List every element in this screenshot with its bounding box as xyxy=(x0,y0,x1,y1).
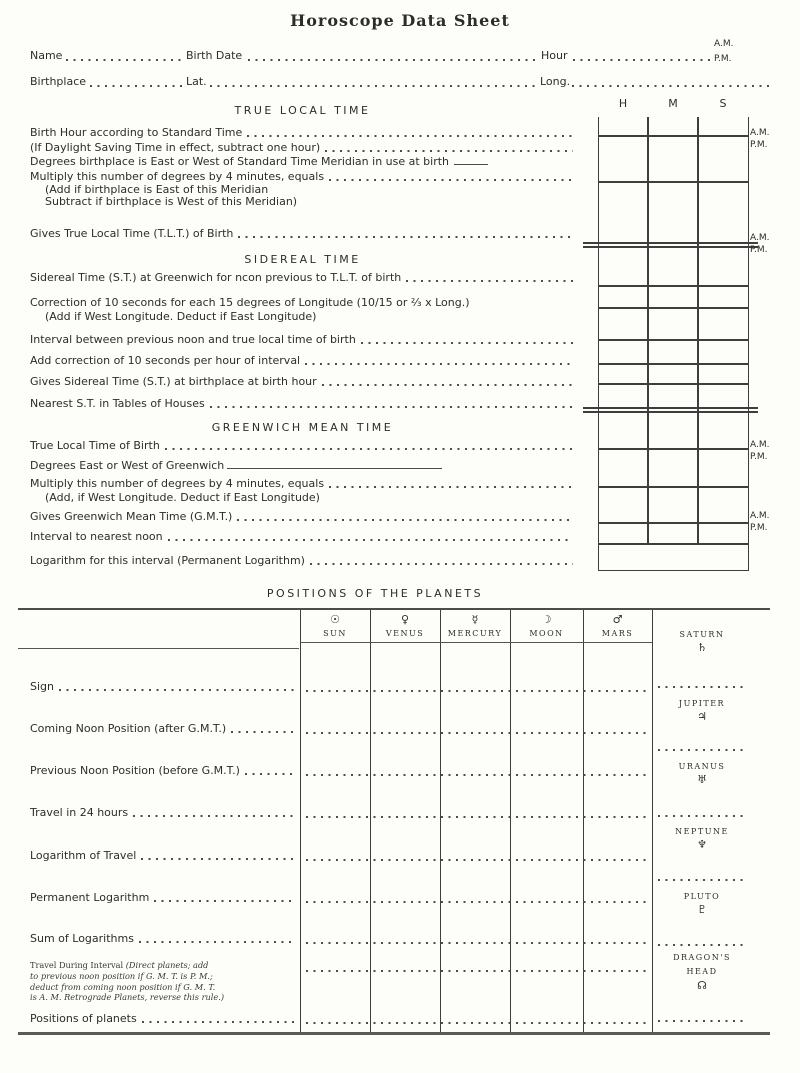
moon-icon: ☽ xyxy=(541,613,552,626)
row-previous-noon: Previous Noon Position (before G.M.T.) xyxy=(30,765,298,777)
outer-dotted-blank xyxy=(658,815,746,817)
dotted-blank xyxy=(231,731,296,733)
outer-dotted-blank xyxy=(658,1020,746,1022)
dotted-blank xyxy=(139,941,296,943)
row-dotted-blank xyxy=(306,816,648,818)
tlt-line-birth-hour: Birth Hour according to Standard Time xyxy=(30,127,575,139)
dotted-blank xyxy=(165,448,573,450)
dotted-blank xyxy=(322,384,573,386)
st-line-add-west: (Add if West Longitude. Deduct if East Longitude) xyxy=(45,310,317,323)
grid-line xyxy=(599,543,748,545)
birth-date-blank xyxy=(248,59,537,61)
travel-note-line3: deduct from coming noon position if G. M. T. xyxy=(30,981,216,992)
sun-header: SUN xyxy=(323,629,347,638)
grid-line xyxy=(599,135,748,137)
dotted-blank xyxy=(305,363,573,365)
dotted-blank xyxy=(168,539,573,541)
outer-dotted-blank xyxy=(658,686,746,688)
dragons-head-header-line1: DRAGON'S xyxy=(673,953,731,962)
row-dotted-blank xyxy=(306,774,648,776)
col-m-header: M xyxy=(668,97,678,110)
row-dotted-blank xyxy=(306,859,648,861)
grid-line xyxy=(599,181,748,183)
sidereal-time-heading: SIDEREAL TIME xyxy=(244,253,361,266)
row-dotted-blank xyxy=(306,732,648,734)
planets-heading: POSITIONS OF THE PLANETS xyxy=(266,587,484,600)
table-line xyxy=(440,610,441,1032)
birthplace-blank xyxy=(90,85,182,87)
pluto-icon: ♇ xyxy=(697,903,707,916)
table-line xyxy=(583,610,584,1032)
row-dotted-blank xyxy=(306,1022,648,1024)
row-dotted-blank xyxy=(306,942,648,944)
grid-line xyxy=(599,363,748,365)
grid-line xyxy=(599,522,748,524)
row-dotted-blank xyxy=(306,690,648,692)
dotted-blank xyxy=(245,773,296,775)
saturn-header: SATURN xyxy=(679,630,725,639)
grid-line xyxy=(599,285,748,287)
mercury-header: MERCURY xyxy=(447,629,503,638)
hour-am-label: A.M. xyxy=(714,39,734,49)
neptune-icon: ♆ xyxy=(697,838,707,851)
mars-icon: ♂ xyxy=(612,613,623,626)
sun-icon: ☉ xyxy=(330,613,340,626)
table-line xyxy=(510,610,511,1032)
mercury-icon: ☿ xyxy=(471,613,479,626)
lat-blank xyxy=(210,85,536,87)
dotted-blank xyxy=(237,519,573,521)
hour-pm-label: P.M. xyxy=(714,54,732,64)
name-blank xyxy=(66,59,182,61)
col-s-header: S xyxy=(719,97,727,110)
dotted-blank xyxy=(59,689,296,691)
dotted-blank xyxy=(406,280,573,282)
gives-gmt-pm-label: P.M. xyxy=(750,523,768,533)
row-permanent-log: Permanent Logarithm xyxy=(30,892,298,904)
travel-note xyxy=(30,960,306,1003)
uranus-icon: ♅ xyxy=(697,773,707,786)
grid-line xyxy=(583,411,758,413)
gives-tlt-pm-label: P.M. xyxy=(750,245,768,255)
travel-note-line1: Travel During Interval (Direct planets; add xyxy=(30,960,209,970)
long-label: Long. xyxy=(540,75,571,88)
uranus-header: URANUS xyxy=(678,762,726,771)
hour-blank xyxy=(573,59,712,61)
dash-blank xyxy=(454,164,488,165)
dotted-blank xyxy=(247,135,573,137)
gmt-line-logarithm: Logarithm for this interval (Permanent Logarithm) xyxy=(30,555,575,567)
dotted-blank xyxy=(238,236,573,238)
grid-line xyxy=(599,383,748,385)
gmt-line-tlt-birth: True Local Time of Birth xyxy=(30,440,575,452)
dragons-head-icon: ☊ xyxy=(697,979,707,992)
grid-line xyxy=(583,246,758,248)
table-line xyxy=(18,648,299,649)
st-line-interval: Interval between previous noon and true local time of birth xyxy=(30,334,575,346)
venus-header: VENUS xyxy=(385,629,425,638)
tlt-line-multiply: Multiply this number of degrees by 4 minutes, equals xyxy=(30,171,575,183)
true-local-time-heading: TRUE LOCAL TIME xyxy=(234,104,371,117)
dotted-blank xyxy=(141,858,296,860)
col-h-header: H xyxy=(618,97,628,110)
mars-header: MARS xyxy=(601,629,634,638)
travel-note-line2: to previous noon position if G. M. T. is P. M.; xyxy=(30,970,213,981)
row-coming-noon: Coming Noon Position (after G.M.T.) xyxy=(30,723,298,735)
travel-note-line4: is A. M. Retrograde Planets, reverse this rule.) xyxy=(30,992,225,1003)
birth-hour-pm-label: P.M. xyxy=(750,140,768,150)
gmt-heading: GREENWICH MEAN TIME xyxy=(211,421,394,434)
st-line-nearest-st: Nearest S.T. in Tables of Houses xyxy=(30,398,575,410)
st-line-correction: Correction of 10 seconds for each 15 degrees of Longitude (10/15 or ⅔ x Long.) xyxy=(30,296,470,309)
name-label: Name xyxy=(30,49,63,62)
row-dotted-blank xyxy=(306,901,648,903)
st-line-gives-st: Gives Sidereal Time (S.T.) at birthplace at birth hour xyxy=(30,376,575,388)
birth-date-label: Birth Date xyxy=(186,49,243,62)
grid-line xyxy=(599,486,748,488)
grid-line xyxy=(583,407,758,409)
gmt-line-gives-gmt: Gives Greenwich Mean Time (G.M.T.) xyxy=(30,511,575,523)
planets-table xyxy=(18,608,770,1035)
outer-dotted-blank xyxy=(658,879,746,881)
grid-line xyxy=(599,448,748,450)
outer-dotted-blank xyxy=(658,944,746,946)
dotted-blank xyxy=(142,1021,296,1023)
gives-tlt-am-label: A.M. xyxy=(750,233,770,243)
st-line-greenwich: Sidereal Time (S.T.) at Greenwich for ncon previous to T.L.T. of birth xyxy=(30,272,575,284)
grid-line xyxy=(599,339,748,341)
hour-label: Hour xyxy=(541,49,568,62)
hms-grid xyxy=(598,117,749,571)
gmt-line-degrees: Degrees East or West of Greenwich xyxy=(30,460,442,472)
dragons-head-header-line2: HEAD xyxy=(686,967,718,976)
gmt-line-multiply: Multiply this number of degrees by 4 minutes, equals xyxy=(30,478,575,490)
row-sign: Sign xyxy=(30,681,298,693)
tlt-line-degrees: Degrees birthplace is East or West of Standard Time Meridian in use at birth xyxy=(30,156,575,168)
gives-gmt-am-label: A.M. xyxy=(750,511,770,521)
moon-header: MOON xyxy=(529,629,564,638)
rule-blank xyxy=(227,468,442,469)
neptune-header: NEPTUNE xyxy=(675,827,729,836)
tlt-line-gives-tlt: Gives True Local Time (T.L.T.) of Birth xyxy=(30,228,575,240)
jupiter-header: JUPITER xyxy=(678,699,726,708)
gmt-line-interval-noon: Interval to nearest noon xyxy=(30,531,575,543)
dotted-blank xyxy=(310,563,573,565)
grid-line xyxy=(599,307,748,309)
dotted-blank xyxy=(133,815,296,817)
tlt-birth-am-label: A.M. xyxy=(750,440,770,450)
dotted-blank xyxy=(210,406,573,408)
birthplace-label: Birthplace xyxy=(30,75,87,88)
table-line xyxy=(370,610,371,1032)
tlt-line-subtract-west: Subtract if birthplace is West of this Meridian) xyxy=(45,195,298,208)
row-dotted-blank xyxy=(306,970,648,972)
dotted-blank xyxy=(329,486,573,488)
tlt-line-add-east: (Add if birthplace is East of this Meridian xyxy=(45,183,269,196)
row-positions-of-planets: Positions of planets xyxy=(30,1013,298,1025)
dotted-blank xyxy=(325,150,573,152)
row-travel-24h: Travel in 24 hours xyxy=(30,807,298,819)
lat-label: Lat. xyxy=(186,75,207,88)
st-line-add-correction: Add correction of 10 seconds per hour of interval xyxy=(30,355,575,367)
jupiter-icon: ♃ xyxy=(697,710,707,723)
venus-icon: ♀ xyxy=(400,613,410,626)
row-sum-log: Sum of Logarithms xyxy=(30,933,298,945)
long-blank xyxy=(572,85,770,87)
dotted-blank xyxy=(361,342,573,344)
page-title: Horoscope Data Sheet xyxy=(290,11,510,30)
row-log-travel: Logarithm of Travel xyxy=(30,850,298,862)
gmt-line-add-west: (Add, if West Longitude. Deduct if East Longitude) xyxy=(45,491,320,504)
tlt-birth-pm-label: P.M. xyxy=(750,452,768,462)
outer-dotted-blank xyxy=(658,749,746,751)
grid-line xyxy=(583,242,758,244)
dotted-blank xyxy=(329,179,573,181)
table-line xyxy=(300,642,652,643)
tlt-line-daylight: (If Daylight Saving Time in effect, subtract one hour) xyxy=(30,142,575,154)
dotted-blank xyxy=(154,900,296,902)
saturn-icon: ♄ xyxy=(697,641,707,654)
pluto-header: PLUTO xyxy=(683,892,721,901)
birth-hour-am-label: A.M. xyxy=(750,128,770,138)
